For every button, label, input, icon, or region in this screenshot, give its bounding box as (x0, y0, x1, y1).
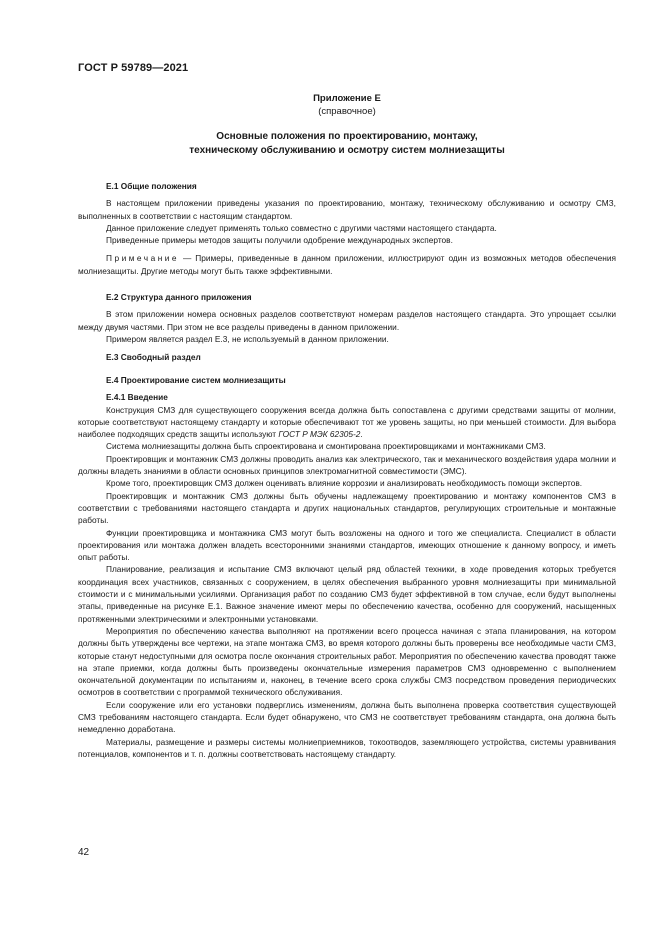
main-title (78, 130, 616, 158)
paragraph: Примером является раздел Е.3, не используемый в данном приложении. (106, 333, 389, 344)
main-title-line2: техническому обслуживанию и осмотру систем молниезащиты (189, 145, 505, 156)
paragraph: Мероприятия по обеспечению качества выполняют на протяжении всего процесса начиная с этапа планирования, на котором должны быть утверждены все чертежи, на этапе монтажа СМЗ, во время которого должны быть проверены все необходимые части СМЗ, которые станут недоступными для осмотра после окончания строительных работ. Мероприятия по обеспечению качества проводят также на этапе приемки, когда должны быть произведены окончательные измерения параметров СМЗ одновременно с выполнением окончательной документации по испытаниям и, наконец, в течение всего срока службы СМЗ посредством проведения периодических осмотров в соответствии с программой технического обслуживания. (78, 625, 616, 698)
paragraph: Данное приложение следует применять только совместно с другими частями настоящего стандарта. (106, 222, 497, 233)
section-e4 (78, 374, 616, 760)
section-heading-e3: Е.3 Свободный раздел (106, 352, 201, 362)
paragraph: Функции проектировщика и монтажника СМЗ могут быть возложены на одного и того же специалиста. Специалист в области проектирования или монтажа должен владеть всесторонними знаниями стандартов, имеющих отношение к данному вопросу, и иметь опыт работы. (78, 527, 616, 563)
annex-heading (78, 92, 616, 118)
paragraph: Если сооружение или его установки подверглись изменениям, должна быть выполнена проверка соответствия существующей СМЗ требованиям настоящего стандарта. Если будет обнаружено, что СМЗ не соответствует требованиям стандарта, она должна быть немедленно доработана. (78, 699, 616, 735)
paragraph: В настоящем приложении приведены указания по проектированию, монтажу, техническому обслуживанию и осмотру СМЗ, выполненных в соответствии с настоящим стандартом. (78, 198, 616, 221)
standard-reference: ГОСТ Р МЭК 62305-2 (278, 429, 361, 440)
paragraph: Конструкция СМЗ для существующего сооружения всегда должна быть сопоставлена с другими средствами защиты от молнии, которые соответствуют настоящему стандарту и которые обеспечивают тот же уровень защиты, но при меньшей стоимости. Для выбора наиболее подходящих средств защиты используют ГОСТ Р МЭК 62305-2. (78, 404, 616, 440)
section-heading-e4: Е.4 Проектирование систем молниезащиты (106, 375, 286, 385)
paragraph: Проектировщик и монтажник СМЗ должны быть обучены надлежащему проектированию и монтажу компонентов СМЗ в соответствии с требованиями настоящего стандарта и других национальных стандартов, регулирующих строительные и монтажные работы. (78, 490, 616, 526)
subsection-heading-e41: Е.4.1 Введение (106, 392, 168, 403)
note-paragraph (78, 252, 616, 277)
section-e1 (78, 180, 616, 277)
annex-title: Приложение Е (313, 93, 381, 104)
paragraph: Материалы, размещение и размеры системы молниеприемников, токоотводов, заземляющего устройства, системы уравнивания потенциалов, компонентов и т. п. должны соответствовать настоящему стандарту. (78, 736, 616, 759)
paragraph: Система молниезащиты должна быть спроектирована и смонтирована проектировщиками и монтажниками СМЗ. (106, 441, 546, 452)
paragraph: Проектировщик и монтажник СМЗ должны проводить анализ как электрического, так и механического воздействия удара молнии и должны владеть знаниями в области основных принципов электромагнитной совместимости (ЭМС). (78, 453, 616, 477)
page-number: 42 (78, 847, 90, 858)
note-label: Примечание (106, 253, 180, 264)
section-e2 (78, 291, 616, 345)
paragraph: Приведенные примеры методов защиты получили одобрение международных экспертов. (106, 235, 453, 246)
main-title-line1: Основные положения по проектированию, монтажу, (216, 131, 478, 142)
paragraph: В этом приложении номера основных разделов соответствуют номерам разделов настоящего стандарта. Это упрощает ссылки между двумя частями. При этом не все разделы приведены в данном приложении. (78, 309, 616, 332)
standard-header: ГОСТ Р 59789—2021 (78, 62, 189, 74)
paragraph: Кроме того, проектировщик СМЗ должен оценивать влияние коррозии и анализировать необходимость помощи экспертов. (106, 478, 583, 489)
section-heading-e2: Е.2 Структура данного приложения (106, 292, 252, 302)
paragraph: Планирование, реализация и испытание СМЗ включают целый ряд областей техники, в ходе проведения которых требуется координация всех участников, связанных с сооружением, в целях обеспечения выбранного уровня молниезащиты при минимальной стоимости и с минимальными усилиями. Организация работ по созданию СМЗ будет эффективной в том случае, если будут выполнены этапы, приведенные на рисунке Е.1. Важное значение имеют меры по обеспечению качества, особенно для сооружений, насыщенных протяженными электрическими и электронными установками. (78, 564, 616, 624)
annex-subtitle: (справочное) (318, 106, 376, 117)
note-text: — Примеры, приведенные в данном приложении, иллюстрируют один из возможных методов обеспечения молниезащиты. Другие методы могут быть также эффективными. (78, 253, 616, 276)
section-e3 (78, 351, 616, 363)
section-heading-e1: Е.1 Общие положения (106, 181, 197, 191)
